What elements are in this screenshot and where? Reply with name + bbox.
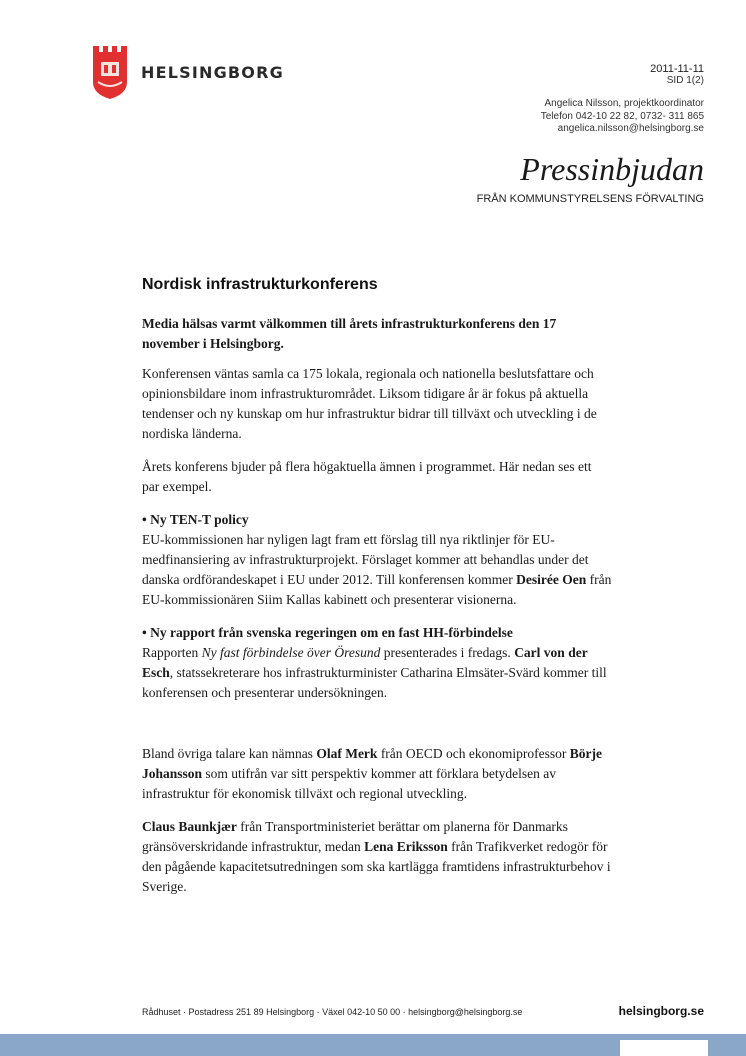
document-type-title: Pressinbjudan xyxy=(520,151,704,187)
brand-name: HELSINGBORG xyxy=(141,63,284,82)
footer-bar-box xyxy=(620,1040,708,1056)
text: från Trafikverket redogör för den pågående kapacitetsutredningen som ska kartlägga framtidens infrastrukturbehov i Sverige. xyxy=(142,839,611,894)
speaker-name: Börje Johansson xyxy=(142,746,603,781)
text: presenterades i fredags. xyxy=(380,645,515,660)
paragraph xyxy=(142,817,612,897)
contact-email[interactable]: angelica.nilsson@helsingborg.se xyxy=(557,123,704,134)
text: från Transportministeriet berättar om planerna för Danmarks gränsöverskridande infrastruktur, medan xyxy=(142,819,568,854)
document-meta xyxy=(650,63,704,87)
text: EU-kommissionen har nyligen lagt fram ett förslag till nya riktlinjer för EU-medfinansiering av infrastrukturprojekt. Förslaget kommer att behandlas under det danska ordförandeskapet i EU under 2012. Till konferensen kommer xyxy=(142,532,589,587)
bullet-heading: • Ny rapport från svenska regeringen om en fast HH-förbindelse xyxy=(142,625,513,640)
bullet-section xyxy=(142,623,612,703)
paragraph xyxy=(142,744,612,804)
document-date: 2011-11-11 xyxy=(650,63,704,75)
speaker-name: Desirée Oen xyxy=(516,572,587,587)
document-subtitle: FRÅN KOMMUNSTYRELSENS FÖRVALTING xyxy=(476,193,704,205)
paragraph: Årets konferens bjuder på flera högaktuella ämnen i programmet. Här nedan ses ett par exempel. xyxy=(142,459,592,494)
footer-address: Rådhuset · Postadress 251 89 Helsingborg · Växel 042-10 50 00 · helsingborg@helsingborg.se xyxy=(142,1007,523,1017)
speaker-name: Claus Baunkjær xyxy=(142,819,237,834)
text: Rapporten xyxy=(142,645,202,660)
text: , statssekreterare hos infrastrukturminister Catharina Elmsäter-Svärd kommer till konferensen och presenterar undersökningen. xyxy=(142,665,607,700)
text: från EU-kommissionären Siim Kallas kabinett och presenterar visionerna. xyxy=(142,572,612,607)
speaker-name: Olaf Merk xyxy=(316,746,378,761)
footer-website-link[interactable]: helsingborg.se xyxy=(618,1004,704,1018)
contact-block xyxy=(541,98,704,136)
article-body xyxy=(142,314,612,910)
text: som utifrån var sitt perspektiv kommer att förklara betydelsen av infrastruktur för ekonomisk tillväxt och regional utveckling. xyxy=(142,766,556,801)
helsingborg-crest-logo xyxy=(92,44,128,100)
bullet-section xyxy=(142,510,612,610)
article-title: Nordisk infrastrukturkonferens xyxy=(142,276,378,293)
text: från OECD och ekonomiprofessor xyxy=(377,746,570,761)
speaker-name: Lena Eriksson xyxy=(364,839,448,854)
contact-name: Angelica Nilsson, projektkoordinator xyxy=(544,98,704,109)
paragraph: Konferensen väntas samla ca 175 lokala, regionala och nationella beslutsfattare och opinionsbildare inom infrastrukturområdet. Liksom tidigare år är fokus på aktuella tendenser och ny kunskap om hur infrastruktur bidrar till tillväxt och utveckling i de nordiska länderna. xyxy=(142,366,597,441)
text: Bland övriga talare kan nämnas xyxy=(142,746,317,761)
report-title: Ny fast förbindelse över Öresund xyxy=(201,645,381,660)
contact-phone: Telefon 042-10 22 82, 0732- 311 865 xyxy=(540,110,704,122)
bullet-heading: • Ny TEN-T policy xyxy=(142,512,249,527)
speaker-name: Carl von der Esch xyxy=(142,645,588,680)
lead-paragraph: Media hälsas varmt välkommen till årets infrastrukturkonferens den 17 november i Helsingborg. xyxy=(142,316,557,351)
spacer xyxy=(142,716,612,744)
page-number: SID 1(2) xyxy=(666,75,704,86)
